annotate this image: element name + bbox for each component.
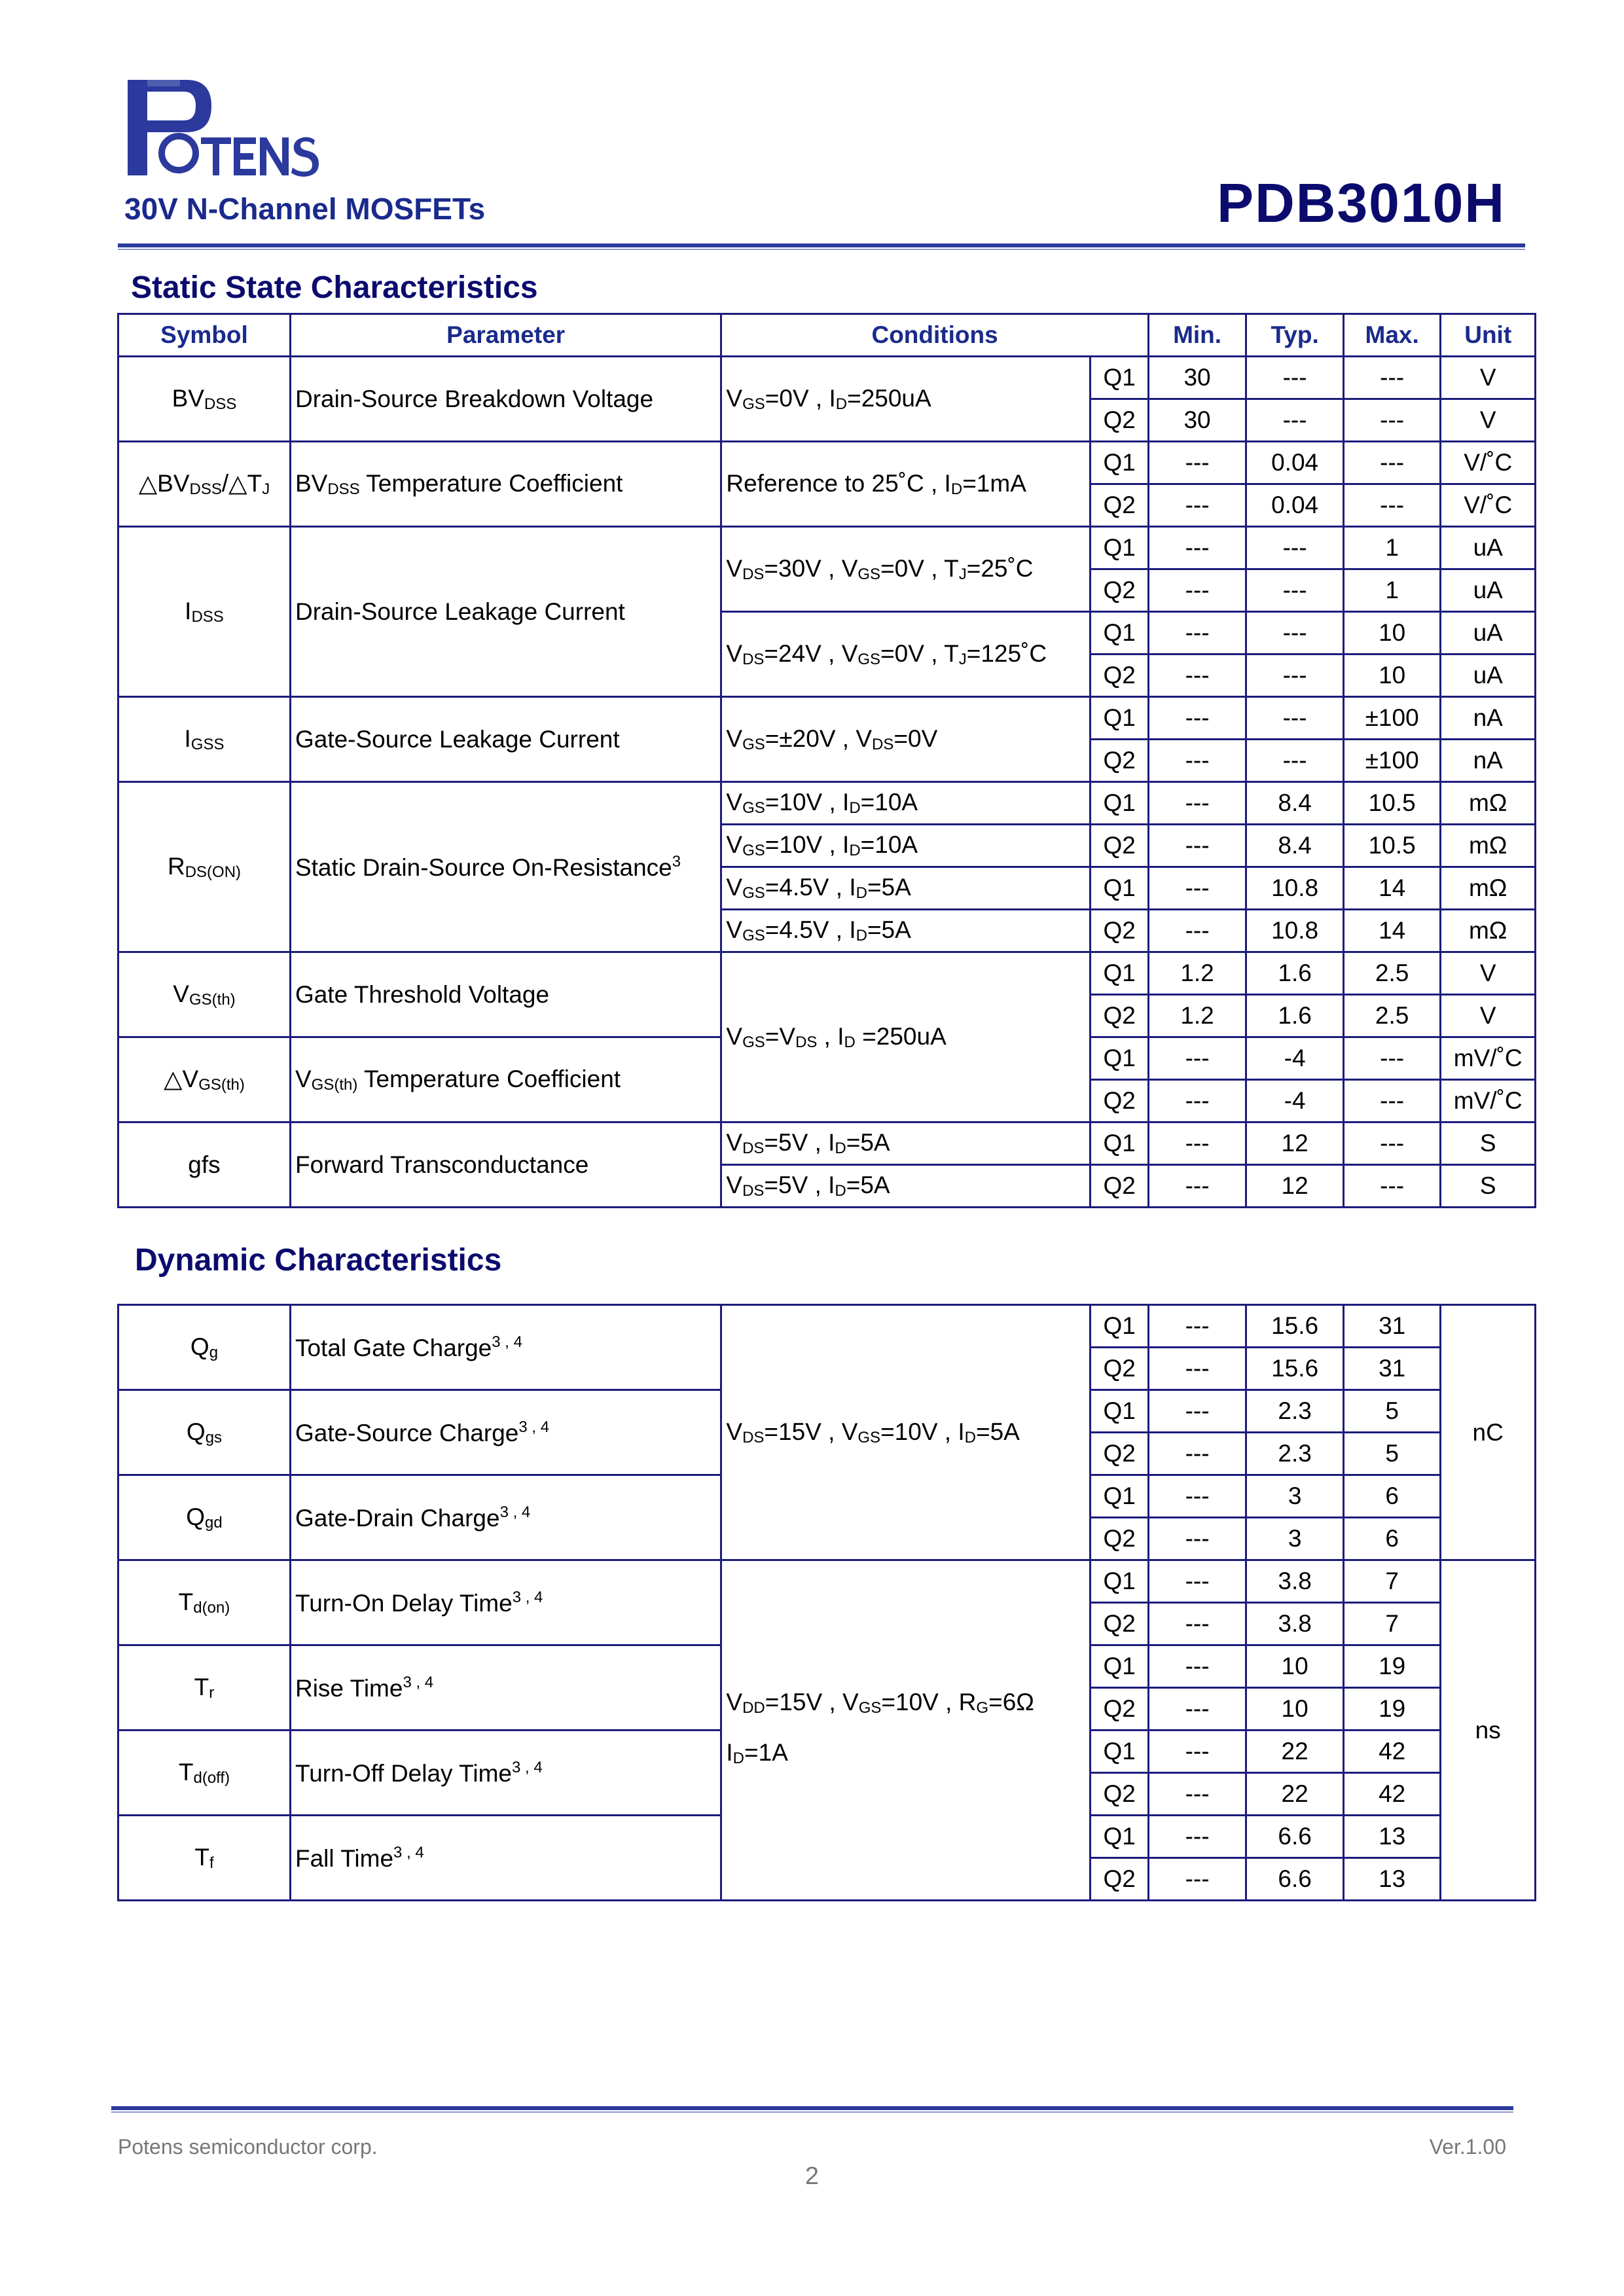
max-cell: 7 (1343, 1603, 1441, 1645)
max-cell: --- (1343, 1165, 1441, 1208)
unit-cell: nA (1441, 740, 1536, 782)
static-characteristics-table (117, 313, 1536, 1208)
min-cell: --- (1148, 612, 1246, 655)
max-cell: 5 (1343, 1390, 1441, 1433)
max-cell: 31 (1343, 1348, 1441, 1390)
unit-cell: mV/˚C (1441, 1080, 1536, 1122)
col-unit: Unit (1441, 314, 1536, 357)
device-cell: Q2 (1091, 655, 1148, 697)
device-cell: Q1 (1091, 867, 1148, 910)
unit-cell: mV/˚C (1441, 1037, 1536, 1080)
device-cell: Q1 (1091, 612, 1148, 655)
table-row (118, 697, 1536, 740)
typ-cell: 10 (1246, 1688, 1344, 1731)
device-cell: Q2 (1091, 1348, 1148, 1390)
device-cell: Q2 (1091, 1433, 1148, 1475)
typ-cell: 3.8 (1246, 1560, 1344, 1603)
typ-cell: 3 (1246, 1518, 1344, 1560)
symbol-cell: gfs (118, 1122, 291, 1208)
condition-cell: $V_{DS}=15V$ , $V_{GS}=10V$ , $I_D=5A$ (721, 1305, 1091, 1560)
unit-cell: V/˚C (1441, 442, 1536, 484)
typ-cell: --- (1246, 740, 1344, 782)
min-cell: --- (1148, 1390, 1246, 1433)
symbol-cell: $T_r$ (118, 1645, 291, 1731)
device-cell: Q1 (1091, 1560, 1148, 1603)
symbol-cell: $\triangle V_{GS(th)}$ (118, 1037, 291, 1122)
device-cell: Q2 (1091, 1858, 1148, 1901)
min-cell: --- (1148, 697, 1246, 740)
parameter-cell: Drain-Source Breakdown Voltage (290, 357, 721, 442)
condition-cell: $V_{DS}=5V$ , $I_D=5A$ (721, 1165, 1091, 1208)
table-row (118, 1305, 1536, 1348)
min-cell: --- (1148, 655, 1246, 697)
unit-cell: V (1441, 995, 1536, 1037)
typ-cell: --- (1246, 399, 1344, 442)
min-cell: --- (1148, 1518, 1246, 1560)
device-cell: Q2 (1091, 399, 1148, 442)
typ-cell: --- (1246, 697, 1344, 740)
device-cell: Q2 (1091, 910, 1148, 952)
max-cell: --- (1343, 357, 1441, 399)
max-cell: ±100 (1343, 740, 1441, 782)
min-cell: --- (1148, 1122, 1246, 1165)
max-cell: 10.5 (1343, 782, 1441, 825)
typ-cell: 0.04 (1246, 442, 1344, 484)
typ-cell: 8.4 (1246, 825, 1344, 867)
typ-cell: -4 (1246, 1080, 1344, 1122)
max-cell: ±100 (1343, 697, 1441, 740)
min-cell: --- (1148, 484, 1246, 527)
unit-cell: mΩ (1441, 825, 1536, 867)
unit-cell: nC (1441, 1305, 1536, 1560)
condition-cell: $V_{GS}=0V$ , $I_D=250uA$ (721, 357, 1091, 442)
typ-cell: 12 (1246, 1122, 1344, 1165)
symbol-cell: $V_{GS(th)}$ (118, 952, 291, 1037)
min-cell: 1.2 (1148, 952, 1246, 995)
condition-cell: $V_{GS}=10V$ , $I_D=10A$ (721, 825, 1091, 867)
unit-cell: uA (1441, 612, 1536, 655)
max-cell: 1 (1343, 569, 1441, 612)
max-cell: --- (1343, 1037, 1441, 1080)
col-conditions: Conditions (721, 314, 1148, 357)
device-cell: Q2 (1091, 1518, 1148, 1560)
parameter-cell: Gate-Source Charge$^{3 , 4}$ (290, 1390, 721, 1475)
max-cell: 2.5 (1343, 952, 1441, 995)
min-cell: --- (1148, 1165, 1246, 1208)
parameter-cell: Gate-Drain Charge$^{3 , 4}$ (290, 1475, 721, 1560)
condition-cell: $V_{DS}=30V$ , $V_{GS}=0V$ , $T_J=25˚C$ (721, 527, 1091, 612)
unit-cell: ns (1441, 1560, 1536, 1901)
min-cell: --- (1148, 1475, 1246, 1518)
typ-cell: --- (1246, 612, 1344, 655)
max-cell: 7 (1343, 1560, 1441, 1603)
typ-cell: 6.6 (1246, 1858, 1344, 1901)
symbol-cell: $Q_g$ (118, 1305, 291, 1390)
unit-cell: uA (1441, 655, 1536, 697)
condition-cell: Reference to 25˚C , $I_D=1mA$ (721, 442, 1091, 527)
max-cell: 2.5 (1343, 995, 1441, 1037)
condition-cell: $V_{DS}=5V$ , $I_D=5A$ (721, 1122, 1091, 1165)
max-cell: 10 (1343, 655, 1441, 697)
parameter-cell: Gate-Source Leakage Current (290, 697, 721, 782)
min-cell: 30 (1148, 357, 1246, 399)
typ-cell: 22 (1246, 1773, 1344, 1816)
device-cell: Q1 (1091, 1816, 1148, 1858)
parameter-cell: Rise Time$^{3 , 4}$ (290, 1645, 721, 1731)
typ-cell: 3.8 (1246, 1603, 1344, 1645)
min-cell: --- (1148, 1731, 1246, 1773)
device-cell: Q1 (1091, 442, 1148, 484)
symbol-cell: $T_f$ (118, 1816, 291, 1901)
min-cell: --- (1148, 1560, 1246, 1603)
footer-rule-thin (111, 2111, 1513, 2113)
device-cell: Q2 (1091, 1688, 1148, 1731)
symbol-cell: $Q_{gs}$ (118, 1390, 291, 1475)
condition-cell: $V_{GS}=10V$ , $I_D=10A$ (721, 782, 1091, 825)
parameter-cell: Turn-On Delay Time$^{3 , 4}$ (290, 1560, 721, 1645)
header-rule-thin (118, 249, 1525, 250)
parameter-cell: Forward Transconductance (290, 1122, 721, 1208)
min-cell: --- (1148, 1816, 1246, 1858)
company-name: Potens semiconductor corp. (118, 2135, 378, 2159)
min-cell: --- (1148, 1433, 1246, 1475)
device-cell: Q2 (1091, 1603, 1148, 1645)
version: Ver.1.00 (1429, 2135, 1506, 2159)
device-cell: Q1 (1091, 1475, 1148, 1518)
max-cell: 5 (1343, 1433, 1441, 1475)
table-row (118, 1560, 1536, 1603)
min-cell: --- (1148, 1305, 1246, 1348)
max-cell: 10 (1343, 612, 1441, 655)
min-cell: --- (1148, 867, 1246, 910)
typ-cell: --- (1246, 569, 1344, 612)
device-cell: Q1 (1091, 782, 1148, 825)
min-cell: --- (1148, 1688, 1246, 1731)
unit-cell: mΩ (1441, 867, 1536, 910)
min-cell: --- (1148, 910, 1246, 952)
footer-rule (111, 2106, 1513, 2110)
typ-cell: 1.6 (1246, 952, 1344, 995)
unit-cell: V/˚C (1441, 484, 1536, 527)
parameter-cell: Gate Threshold Voltage (290, 952, 721, 1037)
table-row (118, 527, 1536, 569)
symbol-cell: $Q_{gd}$ (118, 1475, 291, 1560)
max-cell: 19 (1343, 1688, 1441, 1731)
typ-cell: 12 (1246, 1165, 1344, 1208)
condition-cell: $V_{GS}=4.5V$ , $I_D=5A$ (721, 867, 1091, 910)
dynamic-characteristics-table (117, 1304, 1536, 1901)
unit-cell: mΩ (1441, 910, 1536, 952)
symbol-cell: $BV_{DSS}$ (118, 357, 291, 442)
min-cell: --- (1148, 527, 1246, 569)
symbol-cell: $T_{d(on)}$ (118, 1560, 291, 1645)
dynamic-section-title: Dynamic Characteristics (135, 1243, 502, 1278)
device-cell: Q2 (1091, 1773, 1148, 1816)
device-cell: Q2 (1091, 825, 1148, 867)
table-row (118, 1122, 1536, 1165)
min-cell: --- (1148, 1037, 1246, 1080)
condition-cell: $V_{DS}=24V$ , $V_{GS}=0V$ , $T_J=125˚C$ (721, 612, 1091, 697)
max-cell: --- (1343, 399, 1441, 442)
unit-cell: mΩ (1441, 782, 1536, 825)
col-symbol: Symbol (118, 314, 291, 357)
typ-cell: 15.6 (1246, 1305, 1344, 1348)
symbol-cell: $\triangle BV_{DSS}/\triangle T_J$ (118, 442, 291, 527)
max-cell: --- (1343, 442, 1441, 484)
parameter-cell: $V_{GS(th)}$ Temperature Coefficient (290, 1037, 721, 1122)
static-section-title: Static State Characteristics (131, 270, 538, 305)
typ-cell: 6.6 (1246, 1816, 1344, 1858)
max-cell: 14 (1343, 910, 1441, 952)
max-cell: 1 (1343, 527, 1441, 569)
device-cell: Q1 (1091, 1390, 1148, 1433)
max-cell: --- (1343, 1122, 1441, 1165)
table-row (118, 952, 1536, 995)
min-cell: --- (1148, 1645, 1246, 1688)
typ-cell: --- (1246, 357, 1344, 399)
typ-cell: 2.3 (1246, 1433, 1344, 1475)
min-cell: --- (1148, 442, 1246, 484)
max-cell: 19 (1343, 1645, 1441, 1688)
device-cell: Q2 (1091, 740, 1148, 782)
table-header-row (118, 314, 1536, 357)
header-rule (118, 243, 1525, 247)
parameter-cell: Fall Time$^{3 , 4}$ (290, 1816, 721, 1901)
max-cell: 42 (1343, 1731, 1441, 1773)
min-cell: --- (1148, 740, 1246, 782)
typ-cell: 0.04 (1246, 484, 1344, 527)
min-cell: --- (1148, 1080, 1246, 1122)
condition-cell: $V_{DD}=15V$ , $V_{GS}=10V$ , $R_G=6\Omega$ $I_D=1A$ (721, 1560, 1091, 1901)
device-cell: Q2 (1091, 1080, 1148, 1122)
table-row (118, 442, 1536, 484)
symbol-cell: $I_{DSS}$ (118, 527, 291, 697)
device-cell: Q2 (1091, 484, 1148, 527)
min-cell: 1.2 (1148, 995, 1246, 1037)
unit-cell: V (1441, 399, 1536, 442)
unit-cell: nA (1441, 697, 1536, 740)
min-cell: --- (1148, 1858, 1246, 1901)
symbol-cell: $T_{d(off)}$ (118, 1731, 291, 1816)
max-cell: 6 (1343, 1518, 1441, 1560)
device-cell: Q1 (1091, 1305, 1148, 1348)
table-row (118, 357, 1536, 399)
device-cell: Q1 (1091, 1037, 1148, 1080)
typ-cell: 10.8 (1246, 867, 1344, 910)
device-cell: Q2 (1091, 995, 1148, 1037)
typ-cell: 15.6 (1246, 1348, 1344, 1390)
parameter-cell: Drain-Source Leakage Current (290, 527, 721, 697)
max-cell: 6 (1343, 1475, 1441, 1518)
condition-cell: $V_{GS}=V_{DS}$ , $I_D =250uA$ (721, 952, 1091, 1122)
device-cell: Q1 (1091, 527, 1148, 569)
table-row (118, 782, 1536, 825)
unit-cell: uA (1441, 527, 1536, 569)
min-cell: --- (1148, 1603, 1246, 1645)
max-cell: --- (1343, 1080, 1441, 1122)
max-cell: 31 (1343, 1305, 1441, 1348)
unit-cell: S (1441, 1165, 1536, 1208)
product-category: 30V N-Channel MOSFETs (124, 192, 486, 226)
potens-logo (128, 80, 324, 178)
typ-cell: 22 (1246, 1731, 1344, 1773)
unit-cell: V (1441, 952, 1536, 995)
device-cell: Q2 (1091, 1165, 1148, 1208)
device-cell: Q1 (1091, 1645, 1148, 1688)
min-cell: --- (1148, 1348, 1246, 1390)
min-cell: --- (1148, 1773, 1246, 1816)
max-cell: 42 (1343, 1773, 1441, 1816)
parameter-cell: Static Drain-Source On-Resistance$^3$ (290, 782, 721, 952)
device-cell: Q1 (1091, 1122, 1148, 1165)
unit-cell: V (1441, 357, 1536, 399)
max-cell: 10.5 (1343, 825, 1441, 867)
max-cell: 14 (1343, 867, 1441, 910)
device-cell: Q1 (1091, 1731, 1148, 1773)
col-min: Min. (1148, 314, 1246, 357)
device-cell: Q1 (1091, 952, 1148, 995)
typ-cell: 10.8 (1246, 910, 1344, 952)
min-cell: --- (1148, 569, 1246, 612)
page-number: 2 (804, 2162, 820, 2190)
parameter-cell: $BV_{DSS}$ Temperature Coefficient (290, 442, 721, 527)
typ-cell: 1.6 (1246, 995, 1344, 1037)
col-parameter: Parameter (290, 314, 721, 357)
typ-cell: 2.3 (1246, 1390, 1344, 1433)
max-cell: --- (1343, 484, 1441, 527)
parameter-cell: Total Gate Charge$^{3 , 4}$ (290, 1305, 721, 1390)
max-cell: 13 (1343, 1858, 1441, 1901)
typ-cell: --- (1246, 655, 1344, 697)
col-max: Max. (1343, 314, 1441, 357)
typ-cell: 3 (1246, 1475, 1344, 1518)
device-cell: Q1 (1091, 697, 1148, 740)
typ-cell: --- (1246, 527, 1344, 569)
min-cell: --- (1148, 825, 1246, 867)
unit-cell: uA (1441, 569, 1536, 612)
typ-cell: 10 (1246, 1645, 1344, 1688)
col-typ: Typ. (1246, 314, 1344, 357)
max-cell: 13 (1343, 1816, 1441, 1858)
device-cell: Q1 (1091, 357, 1148, 399)
condition-cell: $V_{GS}=4.5V$ , $I_D=5A$ (721, 910, 1091, 952)
symbol-cell: $R_{DS(ON)}$ (118, 782, 291, 952)
typ-cell: 8.4 (1246, 782, 1344, 825)
part-number: PDB3010H (1217, 172, 1506, 234)
typ-cell: -4 (1246, 1037, 1344, 1080)
min-cell: --- (1148, 782, 1246, 825)
parameter-cell: Turn-Off Delay Time$^{3 , 4}$ (290, 1731, 721, 1816)
symbol-cell: $I_{GSS}$ (118, 697, 291, 782)
device-cell: Q2 (1091, 569, 1148, 612)
unit-cell: S (1441, 1122, 1536, 1165)
condition-cell: $V_{GS}=\pm 20V$ , $V_{DS}=0V$ (721, 697, 1091, 782)
min-cell: 30 (1148, 399, 1246, 442)
